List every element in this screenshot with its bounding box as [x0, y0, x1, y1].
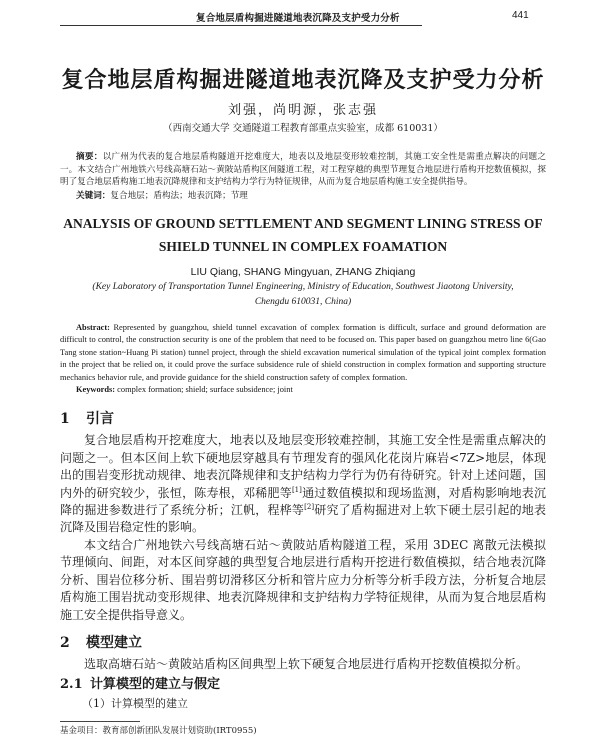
header-rule	[60, 25, 422, 26]
subsection-number: 2.1	[60, 677, 83, 693]
english-authors: LIU Qiang, SHANG Mingyuan, ZHANG Zhiqiang	[190, 266, 416, 278]
text-run: 复合地层盾构开挖难度大，地表以及地层变形较难控制，其施工安全性是需重点解决的问题之一。但本区间上软下硬地层穿越具有节理发育的强风化花岗片麻岩<7Z>地层，体现出的围岩变形扰动规律、地表沉降规律和支护结构力学行为仍有待研究。针对上述问题，国内外的研究较少，张恒，陈寿根，邓稀肥等	[60, 433, 546, 500]
english-affiliation: (Key Laboratory of Transportation Tunnel Engineering, Ministry of Education, Southwest Jiaotong University, Chengdu 610031, China)	[92, 282, 514, 307]
section-2-body	[60, 656, 546, 673]
section-2-heading	[60, 634, 546, 652]
affiliation: （西南交通大学 交通隧道工程教育部重点实验室，成都 610031）	[163, 123, 443, 134]
keywords-label: 关键词：	[76, 190, 111, 201]
running-header	[60, 10, 546, 30]
citation-link[interactable]: [1]	[291, 485, 302, 494]
text-run: 通过数值模拟和现场监测，对盾构影响地表沉降的掘进参数进行了系统分析；江帆，程桦等	[60, 485, 546, 518]
text-run: 研究了盾构掘进对上软下硬土层引起的地表沉降及围岩稳定性的影响。	[60, 503, 546, 535]
abstract-text: 以广州为代表的复合地层盾构隧道开挖难度大，地表以及地层变形较难控制，其施工安全性是需重点解决的问题之一。本文结合广州地铁六号线高塘石站～黄陂站盾构区间隧道工程，对工程穿越的典型节理复合地层进行盾构开挖数值模拟，探明了复合地层盾构施工地表沉降规律和支护结构力学行为特征规律，从而为复合地层盾构施工安全提供指导。	[60, 152, 546, 187]
section-title: 引言	[86, 411, 114, 428]
paper-title: 复合地层盾构掘进隧道地表沉降及支护受力分析	[61, 67, 545, 93]
authors: 刘强，尚明源，张志强	[227, 103, 378, 118]
paragraph: 本文结合广州地铁六号线高塘石站～黄陂站盾构隧道工程，采用 3DEC 离散元法模拟节理倾向、间距，对本区间穿越的典型复合地层进行盾构开挖进行数值模拟，结合地表沉降分析、围岩位移分析、围岩剪切滑移区分析和管片应力分析等分析手段方法，分析复合地层盾构施工围岩扰动变形规律、地表沉降规律和支护结构力学特征规律，从而为复合地层盾构施工安全提供指导意义。	[60, 537, 546, 622]
paragraph: 选取高塘石站～黄陂站盾构区间典型上软下硬复合地层进行盾构开挖数值模拟分析。	[84, 656, 529, 671]
footnote-rule	[60, 721, 140, 722]
english-title-line: SHIELD TUNNEL IN COMPLEX FOAMATION	[158, 239, 448, 254]
en-keywords-text: complex formation; shield; surface subsidence; joint	[117, 385, 293, 395]
footnote: 基金项目：教育部创新团队发展计划资助(IRT0955)	[60, 726, 257, 737]
section-title: 模型建立	[86, 634, 142, 651]
section-1-body	[60, 432, 546, 623]
en-keywords-label: Keywords:	[76, 385, 116, 395]
paragraph	[60, 432, 546, 536]
abstract-label: 摘要：	[76, 152, 103, 162]
chinese-abstract	[60, 151, 546, 202]
section-number: 1	[60, 411, 70, 428]
section-number: 2	[60, 634, 70, 651]
english-title	[60, 212, 546, 258]
keywords-text: 复合地层；盾构法；地表沉降；节理	[110, 190, 248, 201]
subsection-2-1-heading	[60, 676, 546, 693]
english-abstract	[60, 322, 546, 396]
en-abstract-text: Represented by guangzhou, shield tunnel excavation of complex formation is difficult, surface and ground deformation are difficult to control, the construction security is one of the problem that need to be focused on. This paper based on guangzhou metro line 6(Gao Tang stone station~Huang Pi station) tunnel project, through the shield excavation numerical simulation of the typical joint complex formation in the project that be relied on, it could prove the surface subsidence rule of shield construction in complex formation and supporting structure mechanics behavior rule, and provide guidance for the shield construction safety of complex formation.	[60, 323, 546, 382]
subsection-title: 计算模型的建立与假定	[90, 677, 221, 693]
page-number: 441	[512, 10, 529, 21]
english-title-line: ANALYSIS OF GROUND SETTLEMENT AND SEGMENT LINING STRESS OF	[63, 216, 543, 231]
citation-link[interactable]: [2]	[304, 503, 315, 512]
list-item: （1）计算模型的建立	[82, 697, 188, 711]
running-header-title: 复合地层盾构掘进隧道地表沉降及支护受力分析	[196, 13, 400, 24]
en-abstract-label: Abstract:	[76, 323, 110, 332]
section-1-heading	[60, 410, 546, 428]
